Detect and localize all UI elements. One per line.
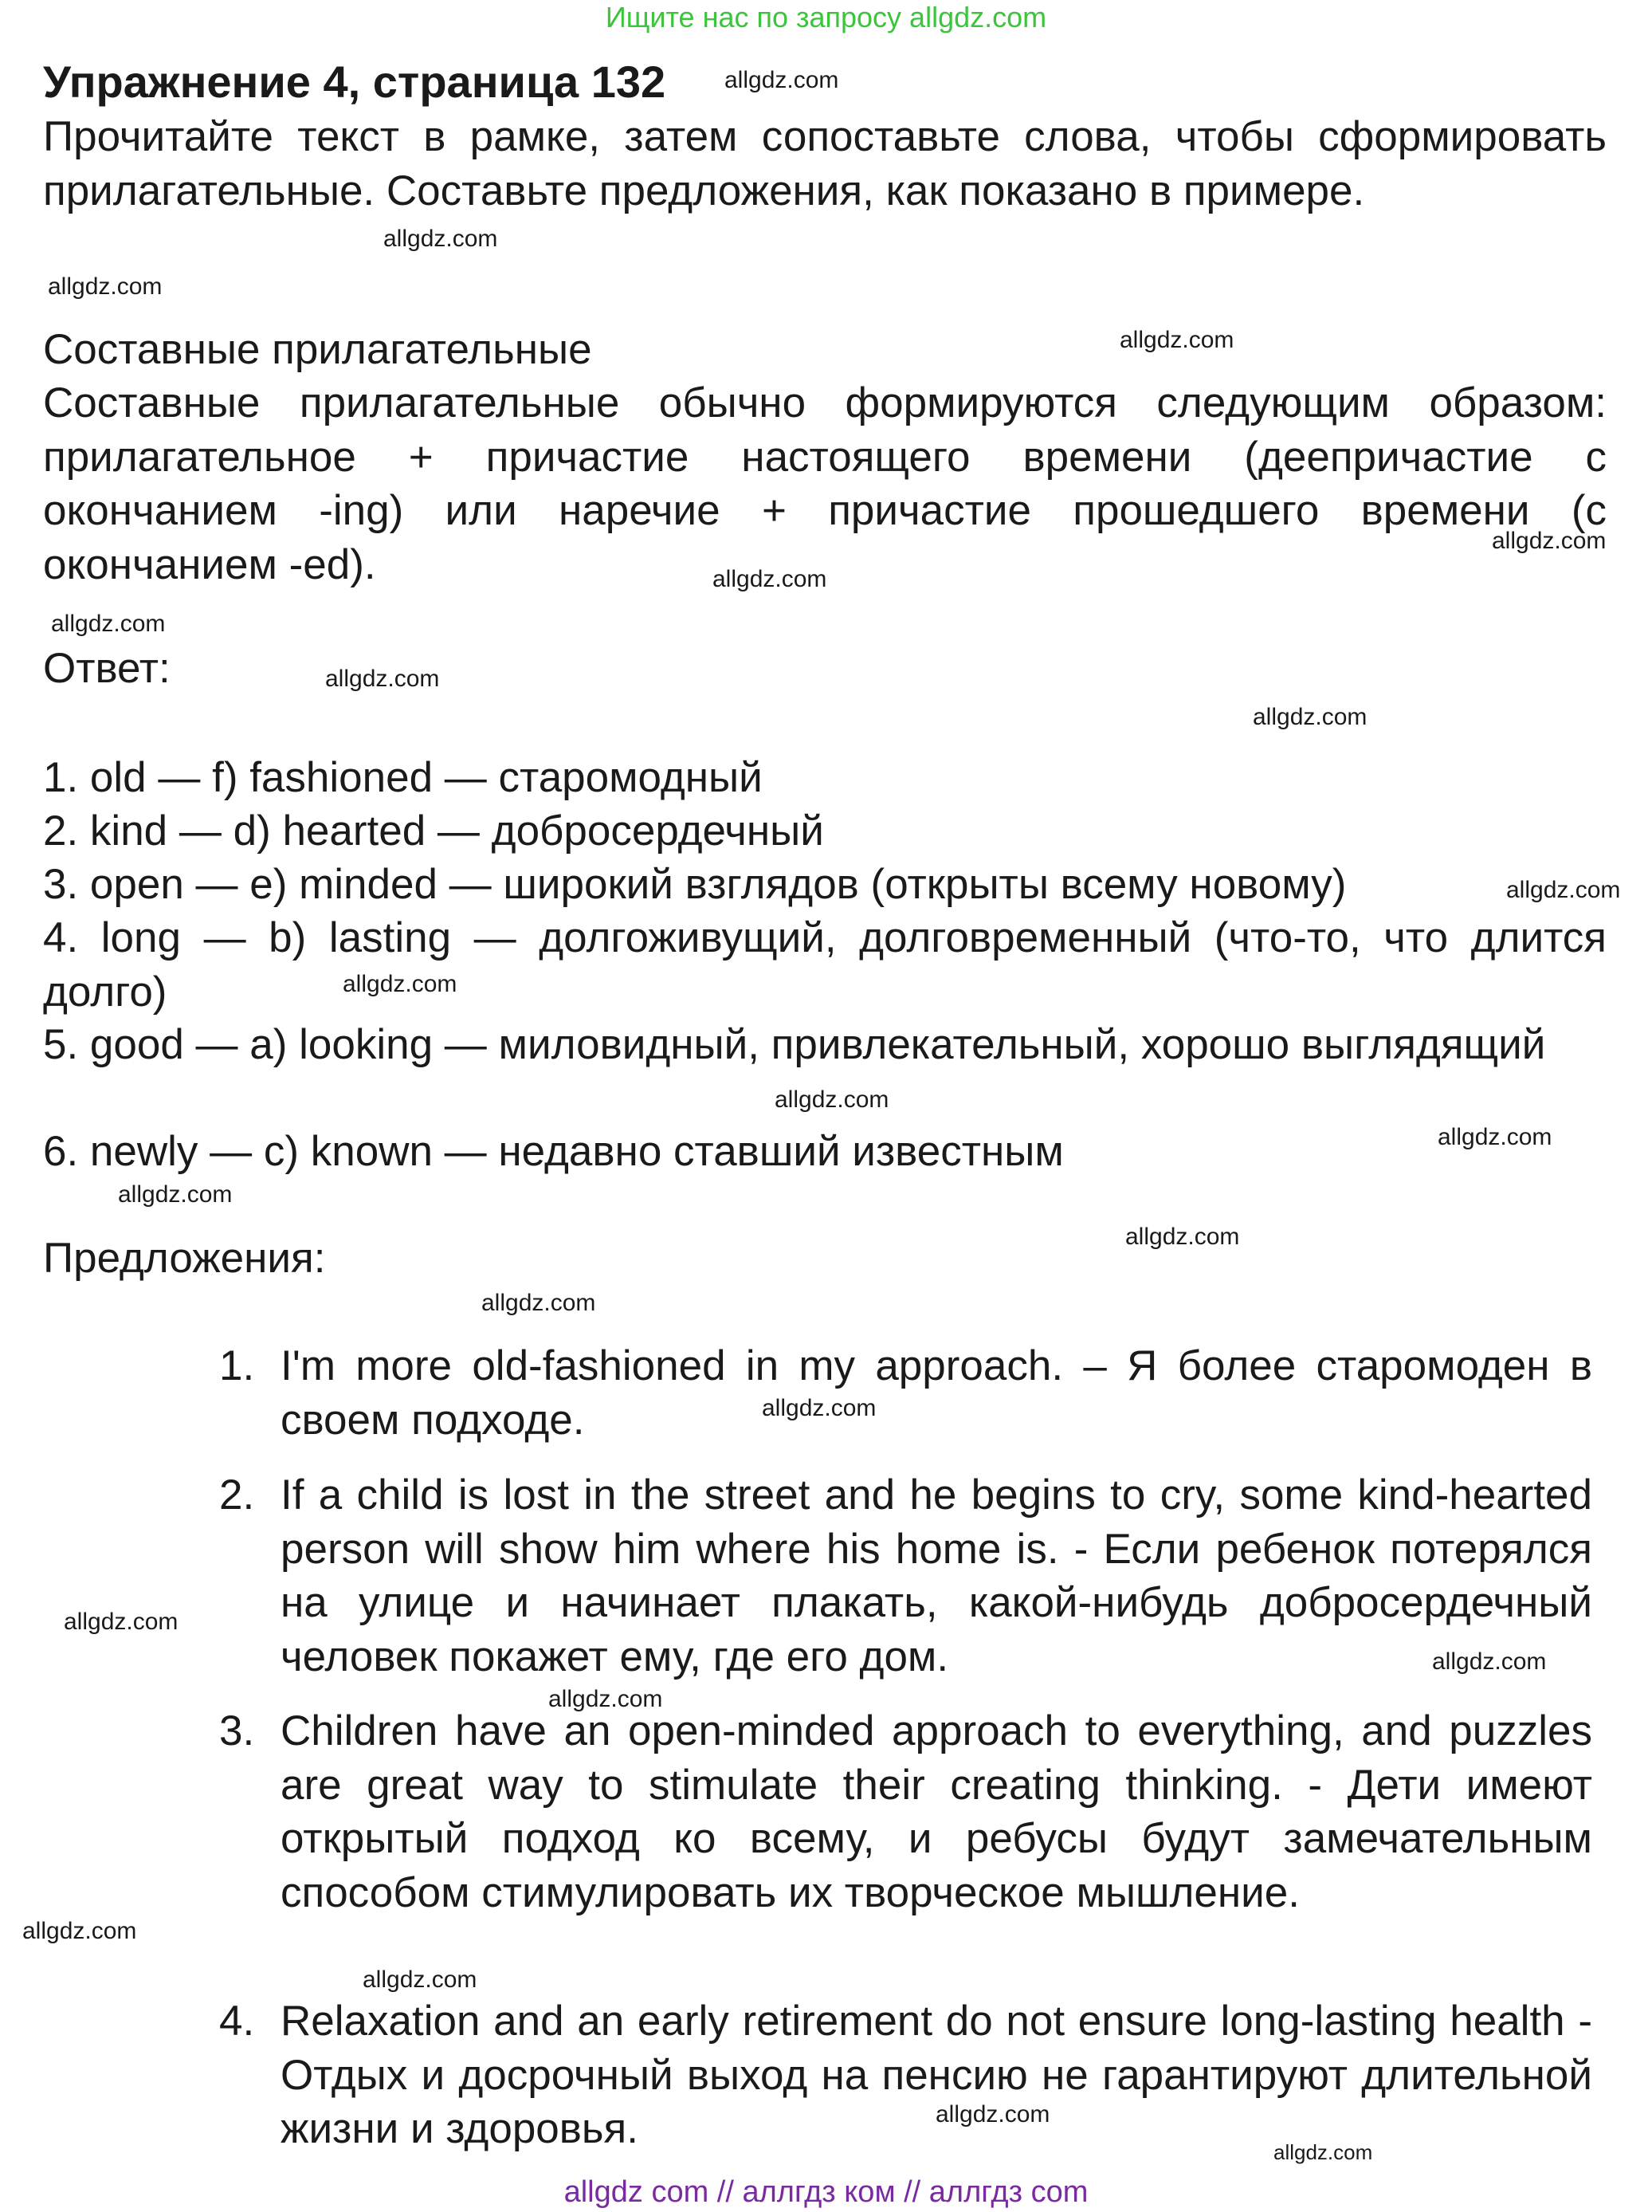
watermark: allgdz.com (1492, 528, 1607, 554)
sentence-1: I'm more old-fashioned in my approach. – Я более старомоден в своем подходе. (281, 1342, 1592, 1444)
top-banner: Ищите нас по запросу allgdz.com (605, 1, 1047, 33)
watermark: allgdz.com (325, 666, 440, 692)
watermark: allgdz.com (762, 1395, 877, 1421)
answer-item-6: 6. newly — c) known — недавно ставший известным (43, 1128, 1064, 1175)
watermark: allgdz.com (64, 1609, 179, 1635)
watermark: allgdz.com (712, 566, 827, 592)
watermark: allgdz.com (1273, 2140, 1373, 2164)
answer-item-5: 5. good — a) looking — миловидный, привлекательный, хорошо выглядящий (43, 1021, 1546, 1068)
watermark: allgdz.com (383, 226, 498, 252)
sentence-4: Relaxation and an early retirement do not ensure long-lasting health - Отдых и досрочный выход на пенсию не гарантируют длительной жизни и здоровья. (281, 1998, 1592, 2152)
answer-label: Ответ: (43, 645, 171, 692)
sentence-number-2: 2. (219, 1471, 255, 1519)
sentence-number-1: 1. (219, 1342, 255, 1389)
watermark: allgdz.com (118, 1181, 233, 1208)
watermark: allgdz.com (724, 67, 839, 93)
watermark: allgdz.com (1120, 327, 1234, 353)
watermark: allgdz.com (1432, 1648, 1547, 1675)
watermark: allgdz.com (1125, 1224, 1240, 1250)
rule-text: Составные прилагательные обычно формируются следующим образом: прилагательное + причастие настоящего времени (деепричастие с окончанием -ing) или наречие + причастие прошедшего времени (с окончанием -ed). (43, 379, 1607, 588)
watermark: allgdz.com (1506, 877, 1621, 903)
sentences-label: Предложения: (43, 1235, 326, 1282)
watermark: allgdz.com (775, 1086, 889, 1113)
answer-item-3: 3. open — e) minded — широкий взглядов (открыты всему новому) (43, 861, 1347, 908)
footer-links: allgdz com // аллгдз ком // аллгдз com (563, 2175, 1089, 2209)
answer-item-4: 4. long — b) lasting — долгоживущий, долговременный (что-то, что длится долго) (43, 914, 1607, 1016)
exercise-title: Упражнение 4, страница 132 (43, 57, 666, 107)
watermark: allgdz.com (363, 1966, 477, 1993)
answer-item-1: 1. old — f) fashioned — старомодный (43, 754, 763, 801)
watermark: allgdz.com (22, 1918, 137, 1944)
sentence-3: Children have an open-minded approach to everything, and puzzles are great way to stimulate their creating thinking. - Дети имеют открытый подход ко всему, и ребусы будут замечательным способом стимулировать их творческое мышление. (281, 1707, 1592, 1916)
sentence-number-3: 3. (219, 1707, 255, 1754)
rule-title: Составные прилагательные (43, 326, 592, 373)
sentence-number-4: 4. (219, 1998, 255, 2045)
watermark: allgdz.com (481, 1290, 596, 1316)
watermark: allgdz.com (48, 273, 163, 300)
watermark: allgdz.com (936, 2101, 1050, 2128)
watermark: allgdz.com (548, 1686, 663, 1712)
watermark: allgdz.com (343, 971, 457, 997)
task-instructions: Прочитайте текст в рамке, затем сопоставьте слова, чтобы сформировать прилагательные. Составьте предложения, как показано в примере. (43, 113, 1607, 214)
watermark: allgdz.com (1438, 1124, 1552, 1150)
answer-item-2: 2. kind — d) hearted — добросердечный (43, 807, 824, 855)
watermark: allgdz.com (1253, 704, 1368, 730)
sentence-2: If a child is lost in the street and he begins to cry, some kind-hearted person will show him where his home is. - Если ребенок потерялся на улице и начинает плакать, какой-нибудь добросердечный человек покажет ему, где его дом. (281, 1471, 1592, 1680)
watermark: allgdz.com (51, 611, 166, 637)
